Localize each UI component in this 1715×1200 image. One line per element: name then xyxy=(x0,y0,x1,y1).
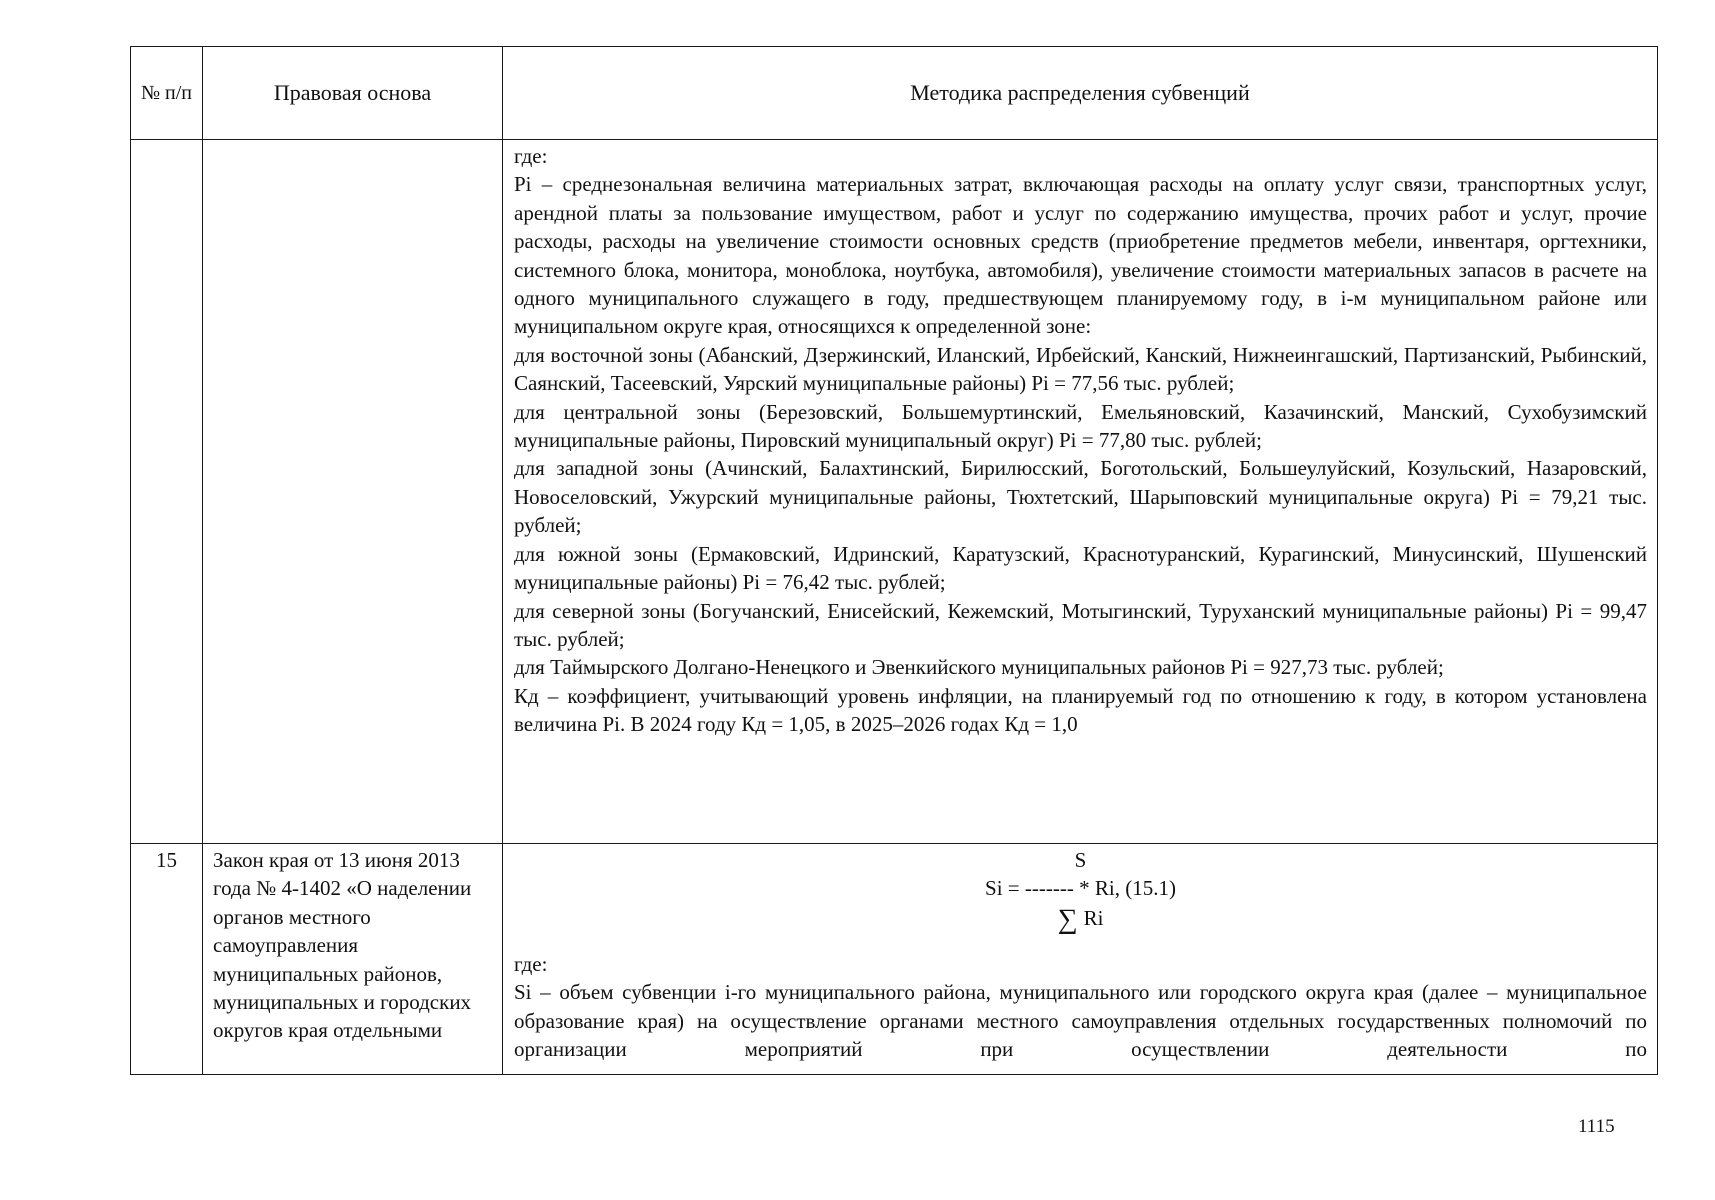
paragraph-where-15: где: xyxy=(514,952,548,976)
table-header-row xyxy=(131,47,1658,140)
formula-sum-term: Ri xyxy=(1083,906,1104,930)
header-legal-basis: Правовая основа xyxy=(203,47,503,140)
row-15-legal-basis: Закон края от 13 июня 2013 года № 4-1402 «О наделении органов местного самоуправления муниципальных районов, муниципальных и городских округов края отдельными xyxy=(203,844,503,1075)
subvention-table xyxy=(130,46,1658,1075)
cont-basis-cell xyxy=(203,140,503,844)
paragraph-north-zone: для северной зоны (Богучанский, Енисейский, Кежемский, Мотыгинский, Туруханский муниципальные районы) Pi = 99,47 тыс. рублей; xyxy=(514,598,1647,651)
formula-denominator xyxy=(514,904,1647,934)
paragraph-west-zone: для западной зоны (Ачинский, Балахтинский, Бирилюсский, Боготольский, Большеулуйский, Козульский, Назаровский, Новоселовский, Ужурский муниципальные районы, Тюхтетский, Шарыповский муниципальные округа) Pi = 79,21 тыс. рублей; xyxy=(514,456,1647,538)
cont-num-cell xyxy=(131,140,203,844)
paragraph-central-zone: для центральной зоны (Березовский, Большемуртинский, Емельяновский, Казачинский, Манский, Сухобузимский муниципальные районы, Пировский муниципальный округ) Pi = 77,80 тыс. рублей; xyxy=(514,399,1647,453)
paragraph-east-zone: для восточной зоны (Абанский, Дзержинский, Иланский, Ирбейский, Канский, Нижнеингашский, Партизанский, Рыбинский, Саянский, Тасеевский, Уярский муниципальные районы) Pi = 77,56 тыс. рублей; xyxy=(514,342,1647,396)
header-methodology: Методика распределения субвенций xyxy=(503,47,1658,140)
formula-main-line: Si = ------- * Ri, (15.1) xyxy=(985,876,1176,900)
formula-15-1 xyxy=(514,846,1647,950)
paragraph-where: где: xyxy=(514,144,548,168)
page-number: 1115 xyxy=(1578,1116,1615,1137)
sigma-symbol: ∑ xyxy=(1057,904,1078,935)
row-15-num: 15 xyxy=(131,844,203,1075)
paragraph-kd-coefficient: Кд – коэффициент, учитывающий уровень инфляции, на планируемый год по отношению к году, в котором установлена величина Pi. В 2024 году Кд = 1,05, в 2025–2026 годах Кд = 1,0 xyxy=(514,683,1647,737)
paragraph-si-definition: Si – объем субвенции i-го муниципального района, муниципального или городского округа края (далее – муниципальное образование края) на осуществление органами местного самоуправления отдельных государственных полномочий по организации мероприятий при осуществлении деятельности по xyxy=(514,980,1647,1062)
cont-method-cell xyxy=(503,140,1658,844)
formula-numerator: S xyxy=(1074,848,1087,872)
table-row-15 xyxy=(131,844,1658,1075)
table-row-continuation xyxy=(131,140,1658,844)
paragraph-south-zone: для южной зоны (Ермаковский, Идринский, Каратузский, Краснотуранский, Курагинский, Минусинский, Шушенский муниципальные районы) Pi = 76,42 тыс. рублей; xyxy=(514,541,1647,595)
paragraph-taimyr-evenki: для Таймырского Долгано-Ненецкого и Эвенкийского муниципальных районов Pi = 927,73 тыс. рублей; xyxy=(514,655,1444,680)
header-num: № п/п xyxy=(131,47,203,140)
paragraph-pi-definition: Pi – среднезональная величина материальных затрат, включающая расходы на оплату услуг связи, транспортных услуг, арендной платы за пользование имуществом, работ и услуг по содержанию имущества, прочих работ и услуг, прочие расходы, расходы на увеличение стоимости основных средств (приобретение предметов мебели, инвентаря, оргтехники, системного блока, монитора, моноблока, ноутбука, автомобиля), увеличение стоимости материальных запасов в расчете на одного муниципального служащего в году, предшествующем планируемому году, в i-м муниципальном районе или муниципальном округе края, относящихся к определенной зоне: xyxy=(514,172,1647,339)
row-15-method xyxy=(503,844,1658,1075)
